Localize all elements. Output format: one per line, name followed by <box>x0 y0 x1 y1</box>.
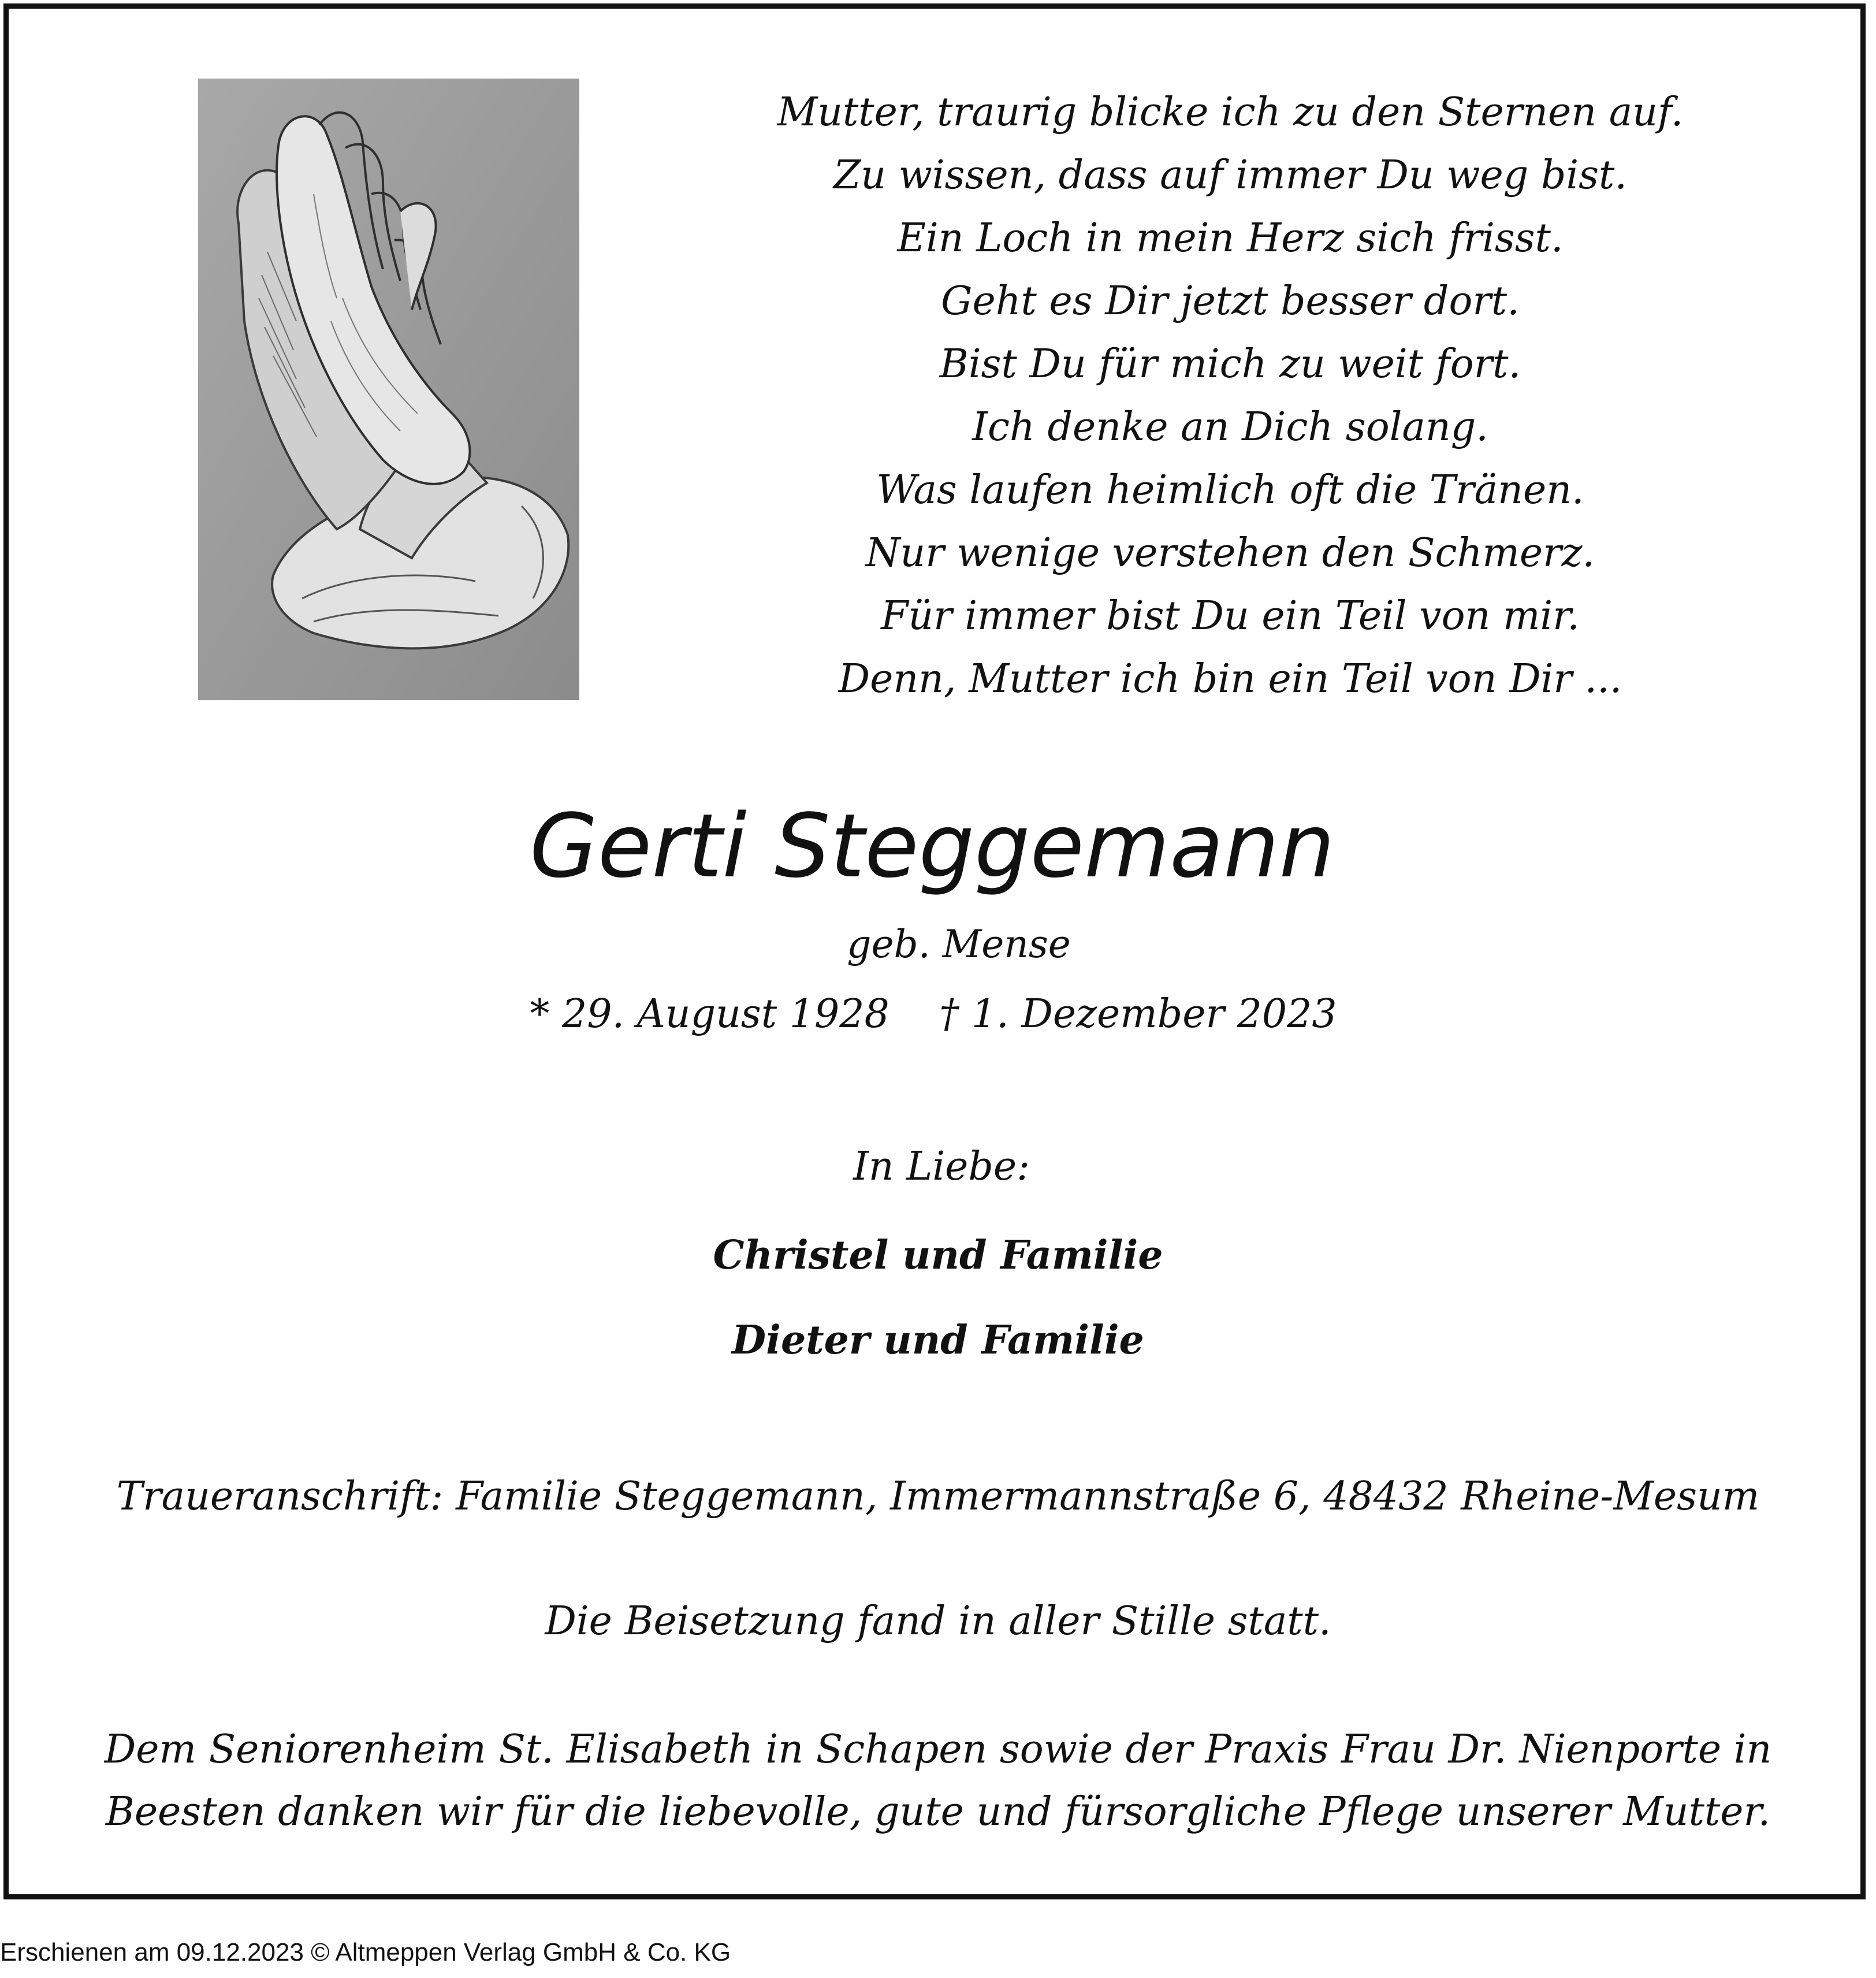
mourner-family: Christel und Familie <box>713 1232 1163 1278</box>
poem-line: Mutter, traurig blicke ich zu den Sternen auf. <box>777 90 1684 135</box>
poem-line: Bist Du für mich zu weit fort. <box>939 341 1521 387</box>
poem-line: Zu wissen, dass auf immer Du weg bist. <box>833 153 1627 198</box>
poem-line: Nur wenige verstehen den Schmerz. <box>865 530 1595 576</box>
deceased-name: Gerti Steggemann <box>530 795 1335 897</box>
poem-line: Was laufen heimlich oft die Tränen. <box>876 467 1584 513</box>
thanks-line: Dem Seniorenheim St. Elisabeth in Schapen sowie der Praxis Frau Dr. Nienporte in <box>104 1727 1772 1772</box>
maiden-name: geb. Mense <box>847 922 1071 966</box>
mourners-intro: In Liebe: <box>853 1144 1030 1189</box>
life-dates: * 29. August 1928 † 1. Dezember 2023 <box>530 991 1337 1037</box>
poem-line: Geht es Dir jetzt besser dort. <box>941 278 1520 324</box>
praying-hands-icon <box>198 79 579 700</box>
mourning-address: Traueranschrift: Familie Steggemann, Immermannstraße 6, 48432 Rheine-Mesum <box>116 1474 1760 1519</box>
thanks-paragraph <box>0 1719 1876 1843</box>
poem-line: Für immer bist Du ein Teil von mir. <box>881 593 1580 639</box>
burial-note: Die Beisetzung fand in aller Stille statt. <box>545 1598 1331 1644</box>
thanks-line: Beesten danken wir für die liebevolle, gute und fürsorgliche Pflege unserer Mutter. <box>105 1789 1771 1835</box>
praying-hands-image <box>198 79 579 700</box>
memorial-poem <box>682 81 1779 711</box>
poem-line: Ich denke an Dich solang. <box>972 404 1488 450</box>
publication-footer: Erschienen am 09.12.2023 © Altmeppen Verlag GmbH & Co. KG <box>0 1938 731 1966</box>
poem-line: Denn, Mutter ich bin ein Teil von Dir ... <box>838 656 1622 702</box>
mourner-family: Dieter und Familie <box>732 1317 1144 1363</box>
poem-line: Ein Loch in mein Herz sich frisst. <box>897 215 1564 261</box>
